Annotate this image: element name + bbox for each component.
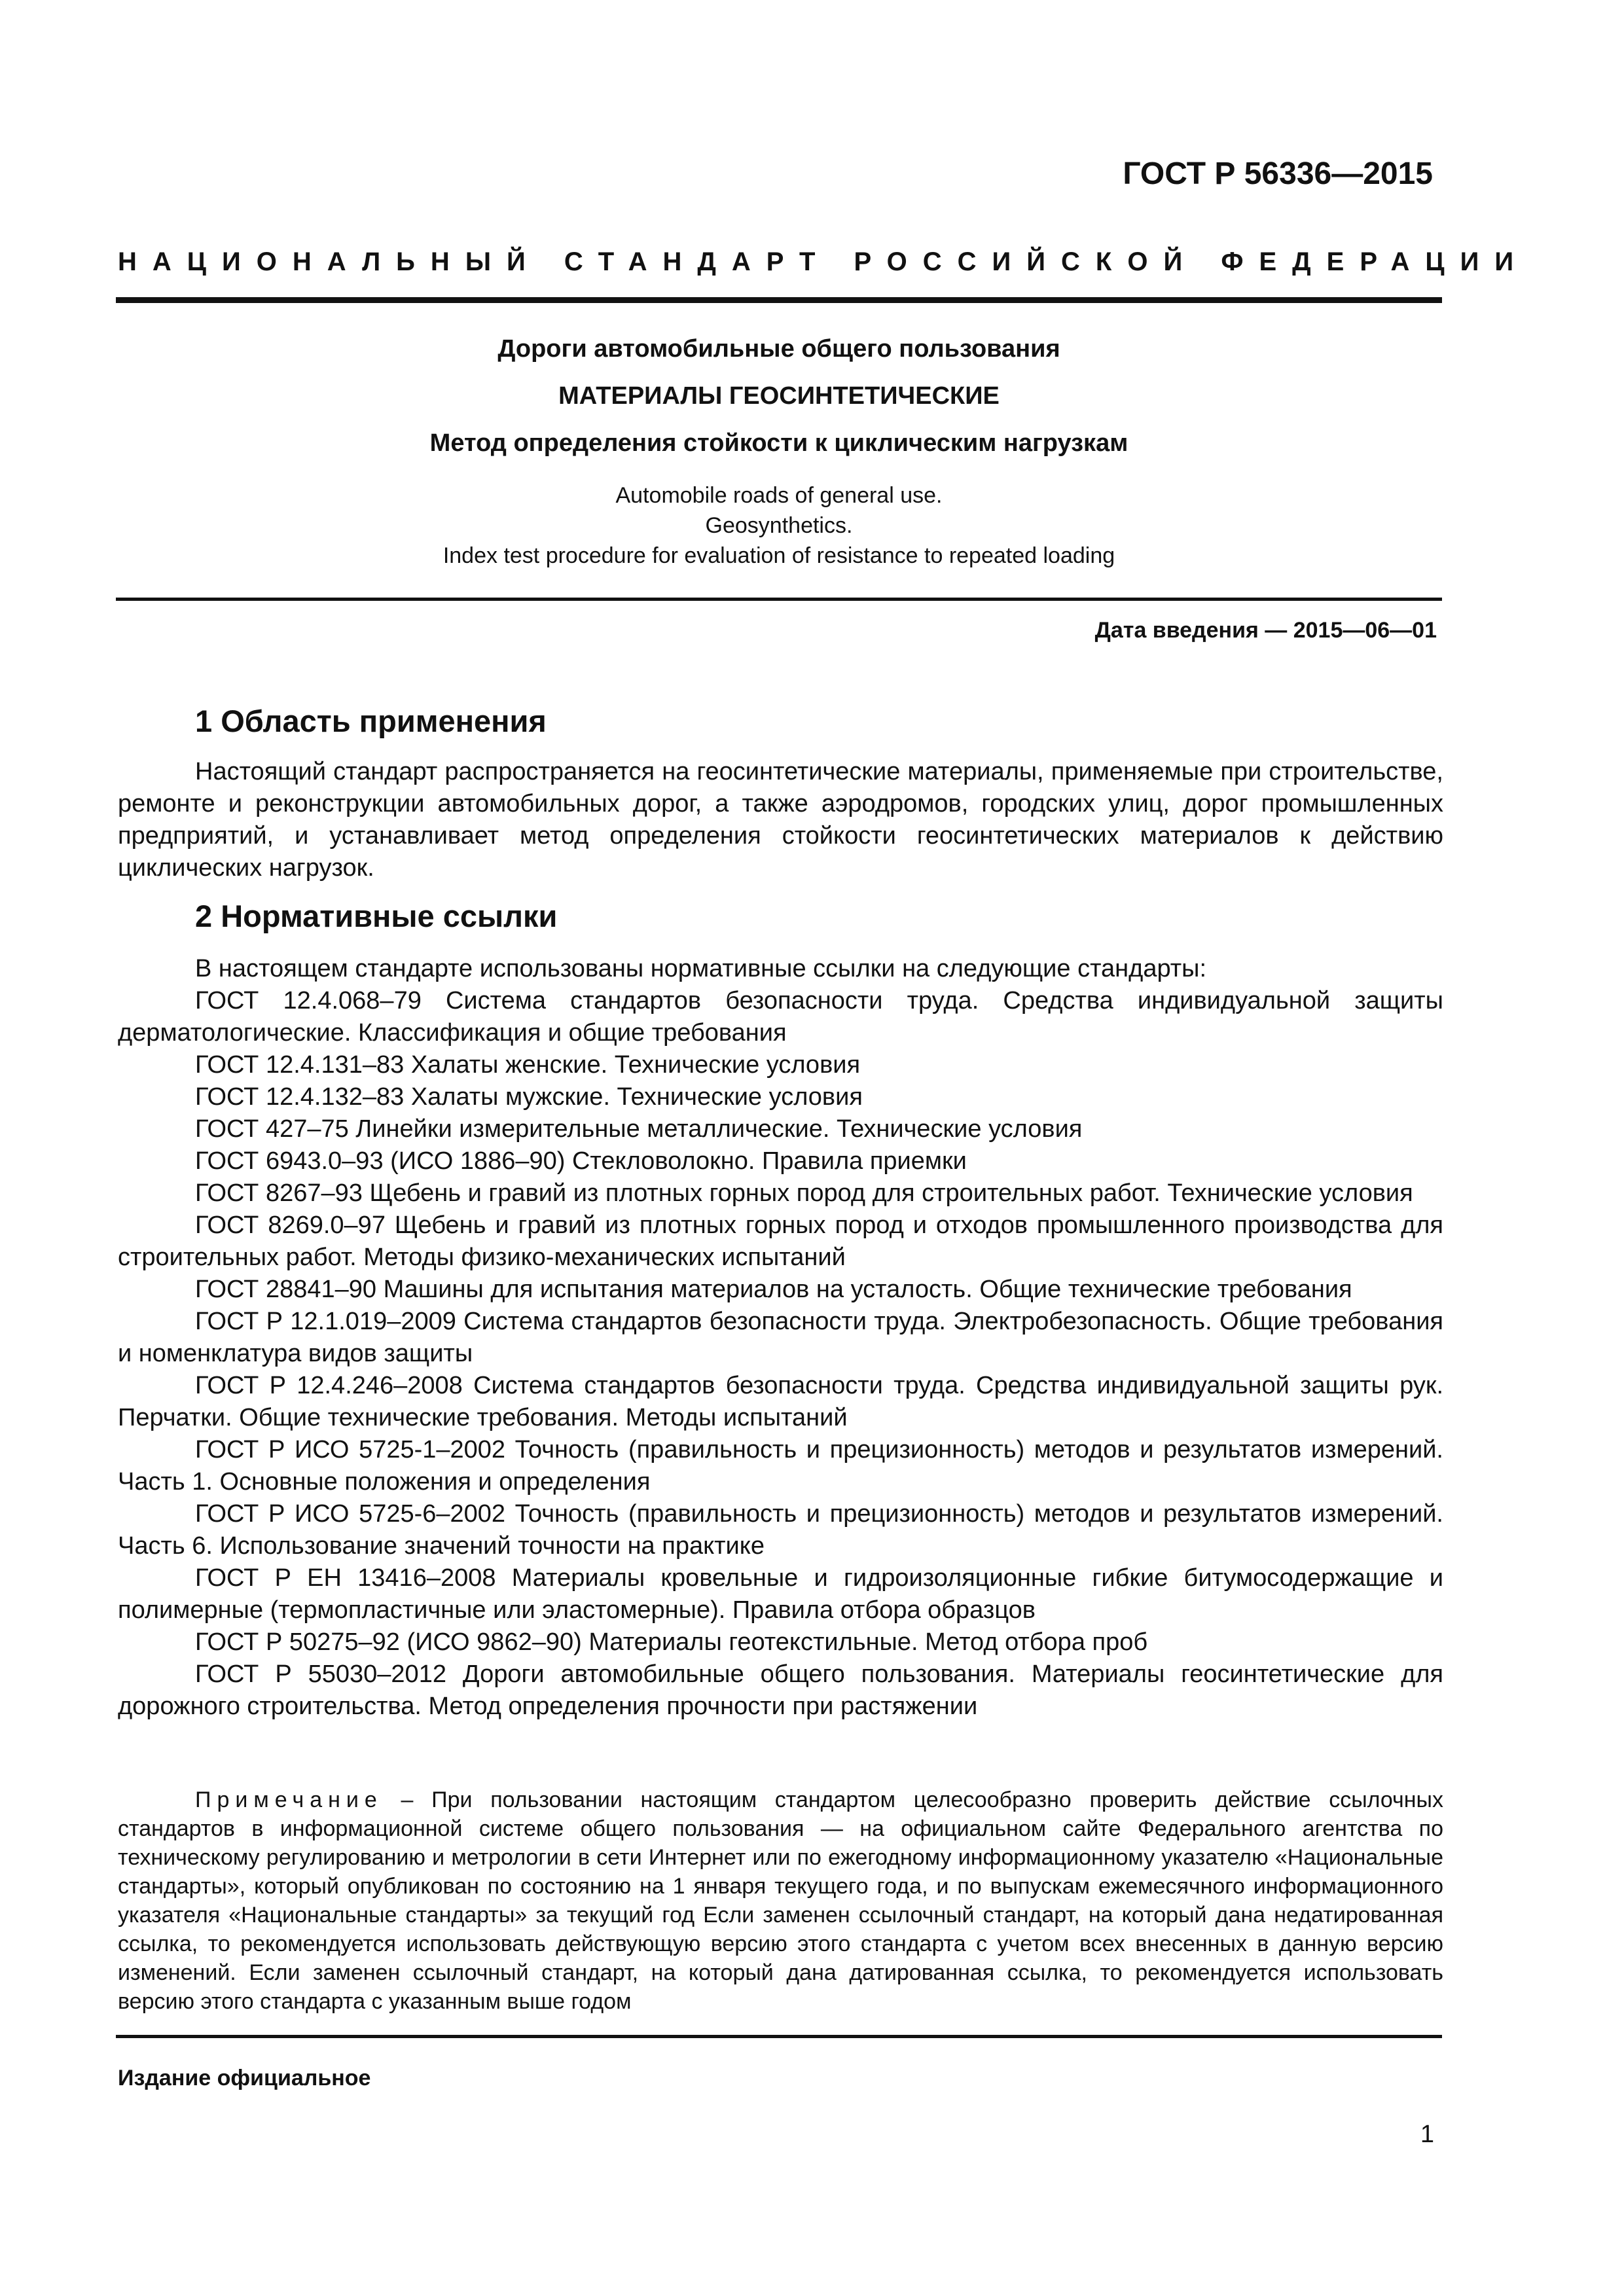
reference-item: ГОСТ Р 50275–92 (ИСО 9862–90) Материалы геотекстильные. Метод отбора проб	[195, 1628, 1148, 1656]
references-intro: В настоящем стандарте использованы нормативные ссылки на следующие стандарты:	[195, 955, 1207, 982]
english-title-line-2: Geosynthetics.	[705, 513, 853, 538]
note-prefix: Примечание	[195, 1787, 383, 1812]
title-line-1: Дороги автомобильные общего пользования	[497, 335, 1060, 363]
document-number: ГОСТ Р 56336—2015	[1123, 156, 1433, 191]
national-standard-banner: НАЦИОНАЛЬНЫЙ СТАНДАРТ РОССИЙСКОЙ ФЕДЕРАЦИИ	[118, 247, 1530, 276]
footer-divider	[116, 2035, 1442, 2038]
english-title-line-3: Index test procedure for evaluation of resistance to repeated loading	[442, 543, 1115, 568]
section-2-body	[118, 953, 1443, 1723]
reference-item: ГОСТ 6943.0–93 (ИСО 1886–90) Стекловолокно. Правила приемки	[195, 1147, 967, 1175]
reference-item: ГОСТ Р 12.4.246–2008 Система стандартов безопасности труда. Средства индивидуальной защиты рук. Перчатки. Общие технические требования. Методы испытаний	[118, 1372, 1443, 1431]
page-number: 1	[1420, 2121, 1434, 2148]
reference-item: ГОСТ 427–75 Линейки измерительные металлические. Технические условия	[195, 1115, 1083, 1143]
note-text: – При пользовании настоящим стандартом целесообразно проверить действие ссылочных стандартов в информационной системе общего пользования — на официальном сайте Федерального агентства по техническому регулированию и метрологии в сети Интернет или по ежегодному информационному указателю «Национальные стандарты», который опубликован по состоянию на 1 января текущего года, и по выпускам ежемесячного информационного указателя «Национальные стандарты» за текущий год Если заменен ссылочный стандарт, на который дана недатированная ссылка, то рекомендуется использовать действующую версию этого стандарта с учетом всех внесенных в данную версию изменений. Если заменен ссылочный стандарт, на который дана датированная ссылка, то рекомендуется использовать версию этого стандарта с указанным выше годом	[118, 1787, 1443, 2014]
english-title	[116, 480, 1442, 571]
reference-item: ГОСТ Р 55030–2012 Дороги автомобильные общего пользования. Материалы геосинтетические для дорожного строительства. Метод определения прочности при растяжении	[118, 1660, 1443, 1720]
title-divider	[116, 598, 1442, 601]
english-title-line-1: Automobile roads of general use.	[615, 483, 943, 508]
title-line-2: МАТЕРИАЛЫ ГЕОСИНТЕТИЧЕСКИЕ	[558, 382, 1000, 410]
section-1-paragraph: Настоящий стандарт распространяется на геосинтетические материалы, применяемые при строительстве, ремонте и реконструкции автомобильных дорог, а также аэродромов, городских улиц, дорог промышленных предприятий, и устанавливает метод определения стойкости геосинтетических материалов к действию циклических нагрузок.	[118, 758, 1443, 882]
section-1-heading: 1 Область применения	[195, 704, 547, 738]
reference-item: ГОСТ 12.4.068–79 Система стандартов безопасности труда. Средства индивидуальной защиты дерматологические. Классификация и общие требования	[118, 987, 1443, 1047]
reference-item: ГОСТ Р ИСО 5725-6–2002 Точность (правильность и прецизионность) методов и результатов измерений. Часть 6. Использование значений точности на практике	[118, 1500, 1443, 1560]
reference-item: ГОСТ 8269.0–97 Щебень и гравий из плотных горных пород и отходов промышленного производства для строительных работ. Методы физико-механических испытаний	[118, 1211, 1443, 1271]
note-block	[118, 1785, 1443, 2016]
reference-item: ГОСТ Р ЕН 13416–2008 Материалы кровельные и гидроизоляционные гибкие битумосодержащие и полимерные (термопластичные или эластомерные). Правила отбора образцов	[118, 1564, 1443, 1624]
reference-item: ГОСТ Р 12.1.019–2009 Система стандартов безопасности труда. Электробезопасность. Общие требования и номенклатура видов защиты	[118, 1308, 1443, 1367]
reference-item: ГОСТ 8267–93 Щебень и гравий из плотных горных пород для строительных работ. Технические условия	[195, 1179, 1413, 1207]
section-2-heading: 2 Нормативные ссылки	[195, 899, 558, 933]
section-1-body	[118, 756, 1443, 884]
reference-item: ГОСТ 12.4.131–83 Халаты женские. Технические условия	[195, 1051, 861, 1079]
edition-label: Издание официальное	[118, 2066, 371, 2090]
reference-item: ГОСТ 28841–90 Машины для испытания материалов на усталость. Общие технические требования	[195, 1276, 1352, 1303]
introduction-date: Дата введения — 2015—06—01	[1094, 618, 1437, 643]
title-line-3: Метод определения стойкости к циклическим нагрузкам	[429, 429, 1128, 457]
header-divider	[116, 297, 1442, 303]
reference-item: ГОСТ 12.4.132–83 Халаты мужские. Технические условия	[195, 1083, 863, 1111]
reference-item: ГОСТ Р ИСО 5725-1–2002 Точность (правильность и прецизионность) методов и результатов измерений. Часть 1. Основные положения и определения	[118, 1436, 1443, 1496]
